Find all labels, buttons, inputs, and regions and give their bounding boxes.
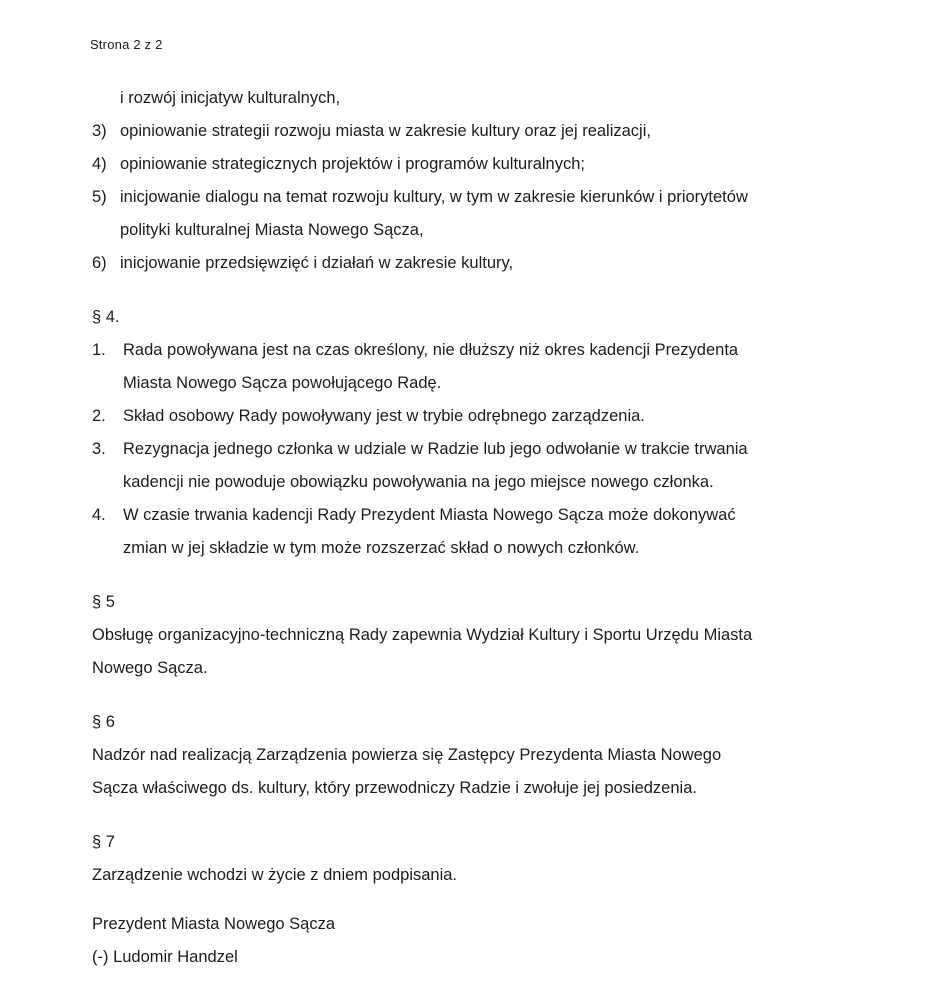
list-item — [92, 148, 864, 181]
item-line: Miasta Nowego Sącza powołującego Radę. — [123, 374, 442, 392]
item-line: Rada powoływana jest na czas określony, nie dłuższy niż okres kadencji Prezydenta — [123, 341, 739, 359]
paragraph-line: Nadzór nad realizacją Zarządzenia powierza się Zastępcy Prezydenta Miasta Nowego — [92, 746, 722, 764]
list-item — [92, 499, 864, 565]
paragraph-line: Sącza właściwego ds. kultury, który przewodniczy Radzie i zwołuje jej posiedzenia. — [92, 779, 697, 797]
signature-block — [92, 908, 864, 974]
paragraph-line: Zarządzenie wchodzi w życie z dniem podpisania. — [92, 866, 458, 884]
list-item — [92, 247, 864, 280]
item-line: W czasie trwania kadencji Rady Prezydent Miasta Nowego Sącza może dokonywać — [123, 506, 736, 524]
item-line: zmian w jej składzie w tym może rozszerzać skład o nowych członków. — [123, 539, 640, 557]
signature-name: (-) Ludomir Handzel — [92, 948, 238, 966]
section-heading: § 7 — [92, 833, 115, 851]
item-marker: 2. — [92, 407, 106, 425]
item-line: Skład osobowy Rady powoływany jest w trybie odrębnego zarządzenia. — [123, 407, 645, 425]
paragraph-line: Obsługę organizacyjno-techniczną Rady zapewnia Wydział Kultury i Sportu Urzędu Miasta — [92, 626, 753, 644]
paragraph-line: Nowego Sącza. — [92, 659, 208, 677]
item-line: inicjowanie dialogu na temat rozwoju kultury, w tym w zakresie kierunków i priorytetów — [120, 188, 748, 206]
section-heading: § 6 — [92, 713, 115, 731]
item-line: inicjowanie przedsięwzięć i działań w zakresie kultury, — [120, 254, 514, 272]
section-6 — [92, 706, 864, 805]
section-7 — [92, 826, 864, 892]
item-line: Rezygnacja jednego członka w udziale w Radzie lub jego odwołanie w trakcie trwania — [123, 440, 748, 458]
section-heading: § 5 — [92, 593, 115, 611]
list-item — [92, 115, 864, 148]
list-item — [92, 334, 864, 400]
section-4 — [92, 301, 864, 565]
item-marker: 1. — [92, 341, 106, 359]
item-line: opiniowanie strategii rozwoju miasta w zakresie kultury oraz jej realizacji, — [120, 122, 651, 140]
item-line: kadencji nie powoduje obowiązku powoływania na jego miejsce nowego członka. — [123, 473, 714, 491]
page-number-header: Strona 2 z 2 — [90, 37, 163, 52]
document-body — [92, 82, 864, 974]
list-item-continuation — [92, 82, 864, 115]
list-item — [92, 181, 864, 247]
item-line: polityki kulturalnej Miasta Nowego Sącza, — [120, 221, 424, 239]
item-marker: 3. — [92, 440, 106, 458]
list-item — [92, 433, 864, 499]
item-marker: 6) — [92, 254, 107, 272]
item-marker: 3) — [92, 122, 107, 140]
item-marker: 4) — [92, 155, 107, 173]
list-item — [92, 400, 864, 433]
item-line: opiniowanie strategicznych projektów i programów kulturalnych; — [120, 155, 585, 173]
item-marker: 4. — [92, 506, 106, 524]
signature-title: Prezydent Miasta Nowego Sącza — [92, 915, 336, 933]
section-5 — [92, 586, 864, 685]
item-marker: 5) — [92, 188, 107, 206]
item-line: i rozwój inicjatyw kulturalnych, — [120, 89, 341, 107]
section-heading: § 4. — [92, 308, 120, 326]
